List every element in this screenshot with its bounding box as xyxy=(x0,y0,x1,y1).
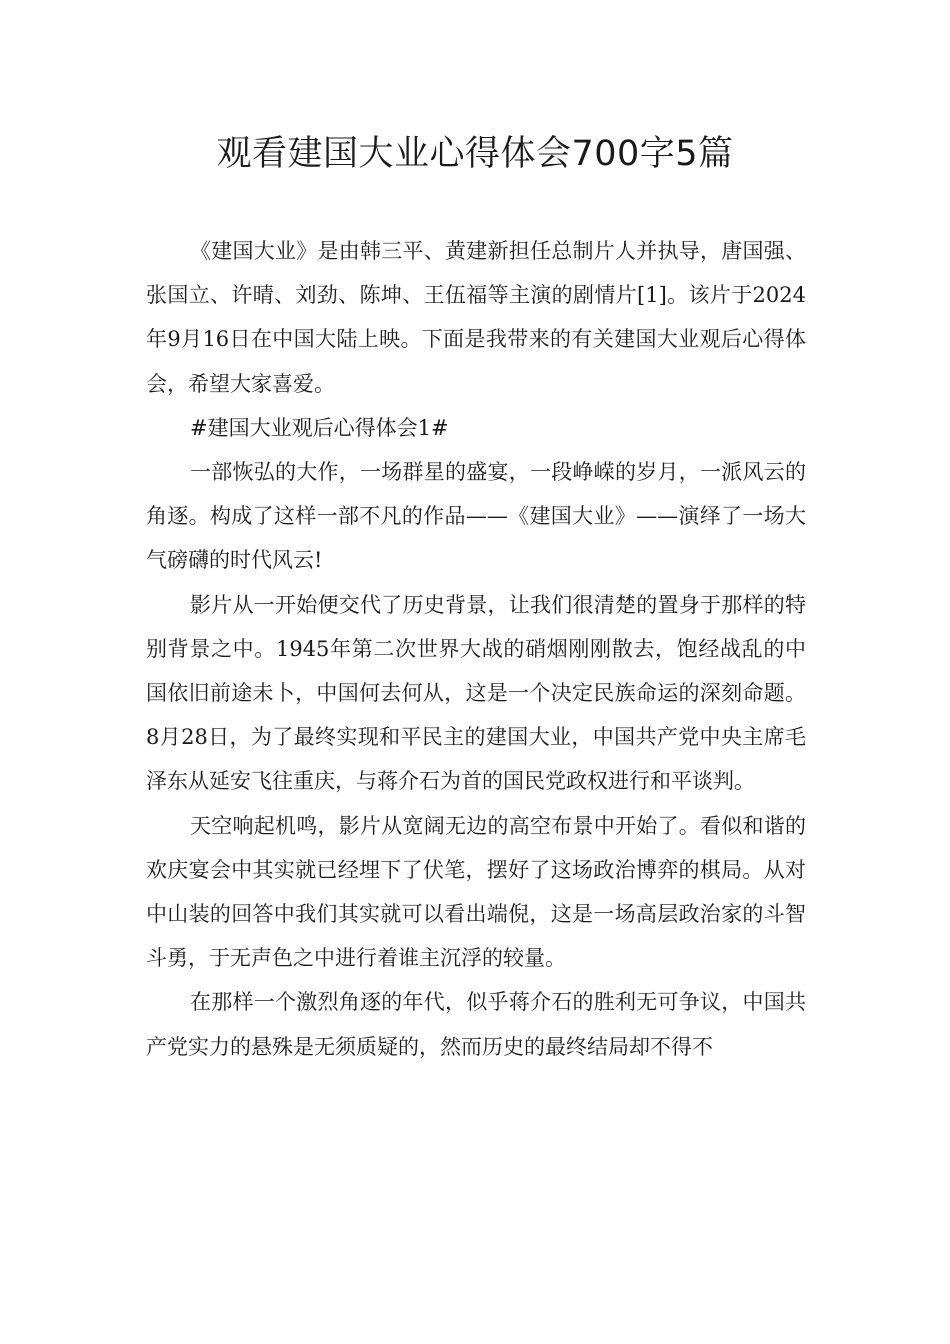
section-heading: #建国大业观后心得体会1# xyxy=(190,415,449,440)
document-title: 观看建国大业心得体会700字5篇 xyxy=(216,134,734,174)
body-paragraph: 在那样一个激烈角逐的年代，似乎蒋介石的胜利无可争议，中国共产党实力的悬殊是无须质疑的，然而历史的最终结局却不得不 xyxy=(146,990,806,1059)
document-body xyxy=(146,229,806,1069)
body-paragraph: 天空响起机鸣，影片从宽阔无边的高空布景中开始了。看似和谐的欢庆宴会中其实就已经埋下了伏笔，摆好了这场政治博弈的棋局。从对中山装的回答中我们其实就可以看出端倪，这是一场高层政治家的斗智斗勇，于无声色之中进行着谁主沉浮的较量。 xyxy=(146,813,806,971)
intro-paragraph: 《建国大业》是由韩三平、黄建新担任总制片人并执导，唐国强、张国立、许晴、刘劲、陈坤、王伍福等主演的剧情片[1]。该片于2024年9月16日在中国大陆上映。下面是我带来的有关建国大业观后心得体会，希望大家喜爱。 xyxy=(146,239,806,396)
body-paragraph: 影片从一开始便交代了历史背景，让我们很清楚的置身于那样的特别背景之中。1945年第二次世界大战的硝烟刚刚散去，饱经战乱的中国依旧前途未卜，中国何去何从，这是一个决定民族命运的深刻命题。8月28日，为了最终实现和平民主的建国大业，中国共产党中央主席毛泽东从延安飞往重庆，与蒋介石为首的国民党政权进行和平谈判。 xyxy=(146,592,806,794)
body-paragraph: 一部恢弘的大作，一场群星的盛宴，一段峥嵘的岁月，一派风云的角逐。构成了这样一部不凡的作品——《建国大业》——演绎了一场大气磅礴的时代风云! xyxy=(146,460,806,573)
